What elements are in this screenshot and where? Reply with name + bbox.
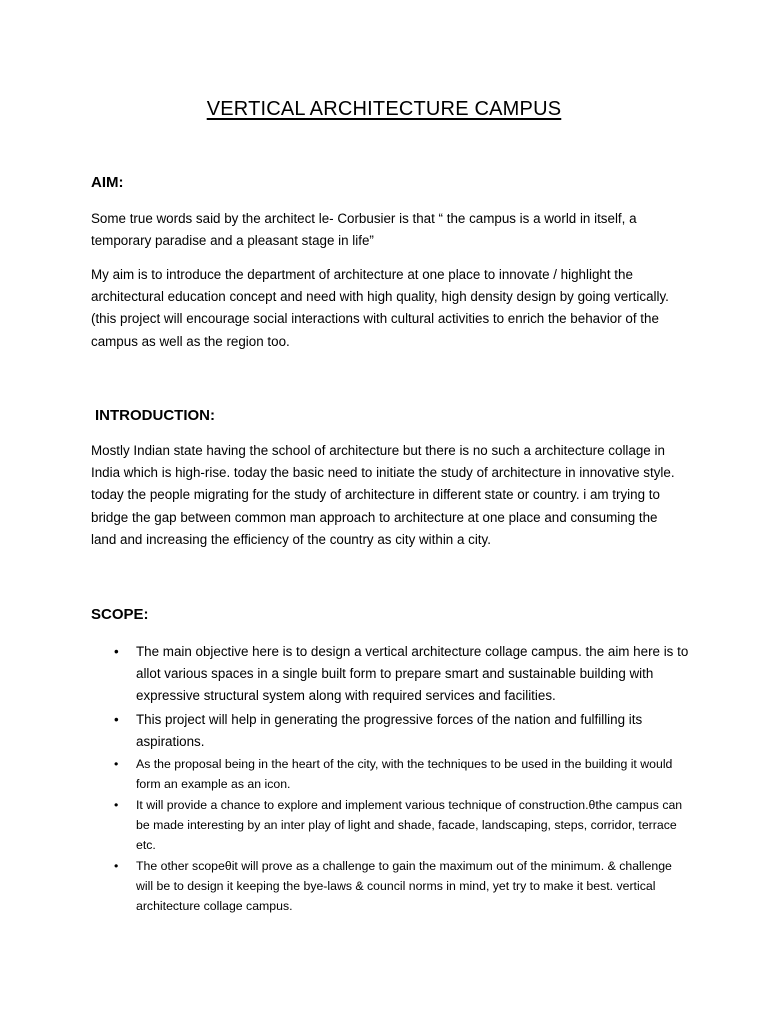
bullet-icon: • — [114, 644, 119, 659]
list-item-text: As the proposal being in the heart of the city, with the techniques to be used in the building it would form an example as an icon. — [136, 757, 673, 792]
list-item — [91, 641, 691, 708]
introduction-paragraph: Mostly Indian state having the school of architecture but there is no such a architecture collage in India which is high-rise. today the basic need to initiate the study of architecture in innovative style. today the people migrating for the study of architecture in different state or country. i am trying to bridge the gap between common man approach to architecture at one place and consuming the land and increasing the efficiency of the country as city within a city. — [91, 443, 675, 547]
list-item-text: The main objective here is to design a vertical architecture collage campus. the aim here is to allot various spaces in a single built form to prepare smart and sustainable building with expressive structural system along with required services and facilities. — [136, 644, 689, 704]
bullet-icon: • — [114, 711, 119, 727]
list-item-text: It will provide a chance to explore and implement various technique of construction.θthe campus can be made interesting by an inter play of light and shade, facade, landscaping, steps, corridor, terrace etc. — [136, 798, 683, 853]
introduction-heading: INTRODUCTION: — [95, 407, 215, 424]
list-item — [91, 709, 691, 753]
bullet-icon: • — [114, 798, 119, 813]
page-title: VERTICAL ARCHITECTURE CAMPUS — [206, 98, 562, 120]
list-item — [91, 795, 691, 855]
aim-paragraph-1: Some true words said by the architect le- Corbusier is that “ the campus is a world in itself, a temporary paradise and a pleasant stage in life” — [91, 211, 637, 249]
aim-heading: AIM: — [91, 174, 124, 191]
scope-list — [91, 641, 691, 917]
bullet-icon: • — [114, 757, 119, 772]
list-item-text: The other scopeθit will prove as a challenge to gain the maximum out of the minimum. & challenge will be to design it keeping the bye-laws & council norms in mind, yet try to make it best. vertical architecture collage campus. — [136, 859, 672, 914]
bullet-icon: • — [114, 859, 119, 874]
list-item — [91, 856, 691, 916]
list-item — [91, 754, 691, 794]
list-item-text: This project will help in generating the progressive forces of the nation and fulfilling its aspirations. — [136, 711, 643, 749]
scope-heading: SCOPE: — [91, 606, 149, 623]
aim-paragraph-2: My aim is to introduce the department of architecture at one place to innovate / highlight the architectural education concept and need with high quality, high density design by going vertically. (this project will encourage social interactions with cultural activities to enrich the behavior of the campus as well as the region too. — [91, 267, 669, 349]
